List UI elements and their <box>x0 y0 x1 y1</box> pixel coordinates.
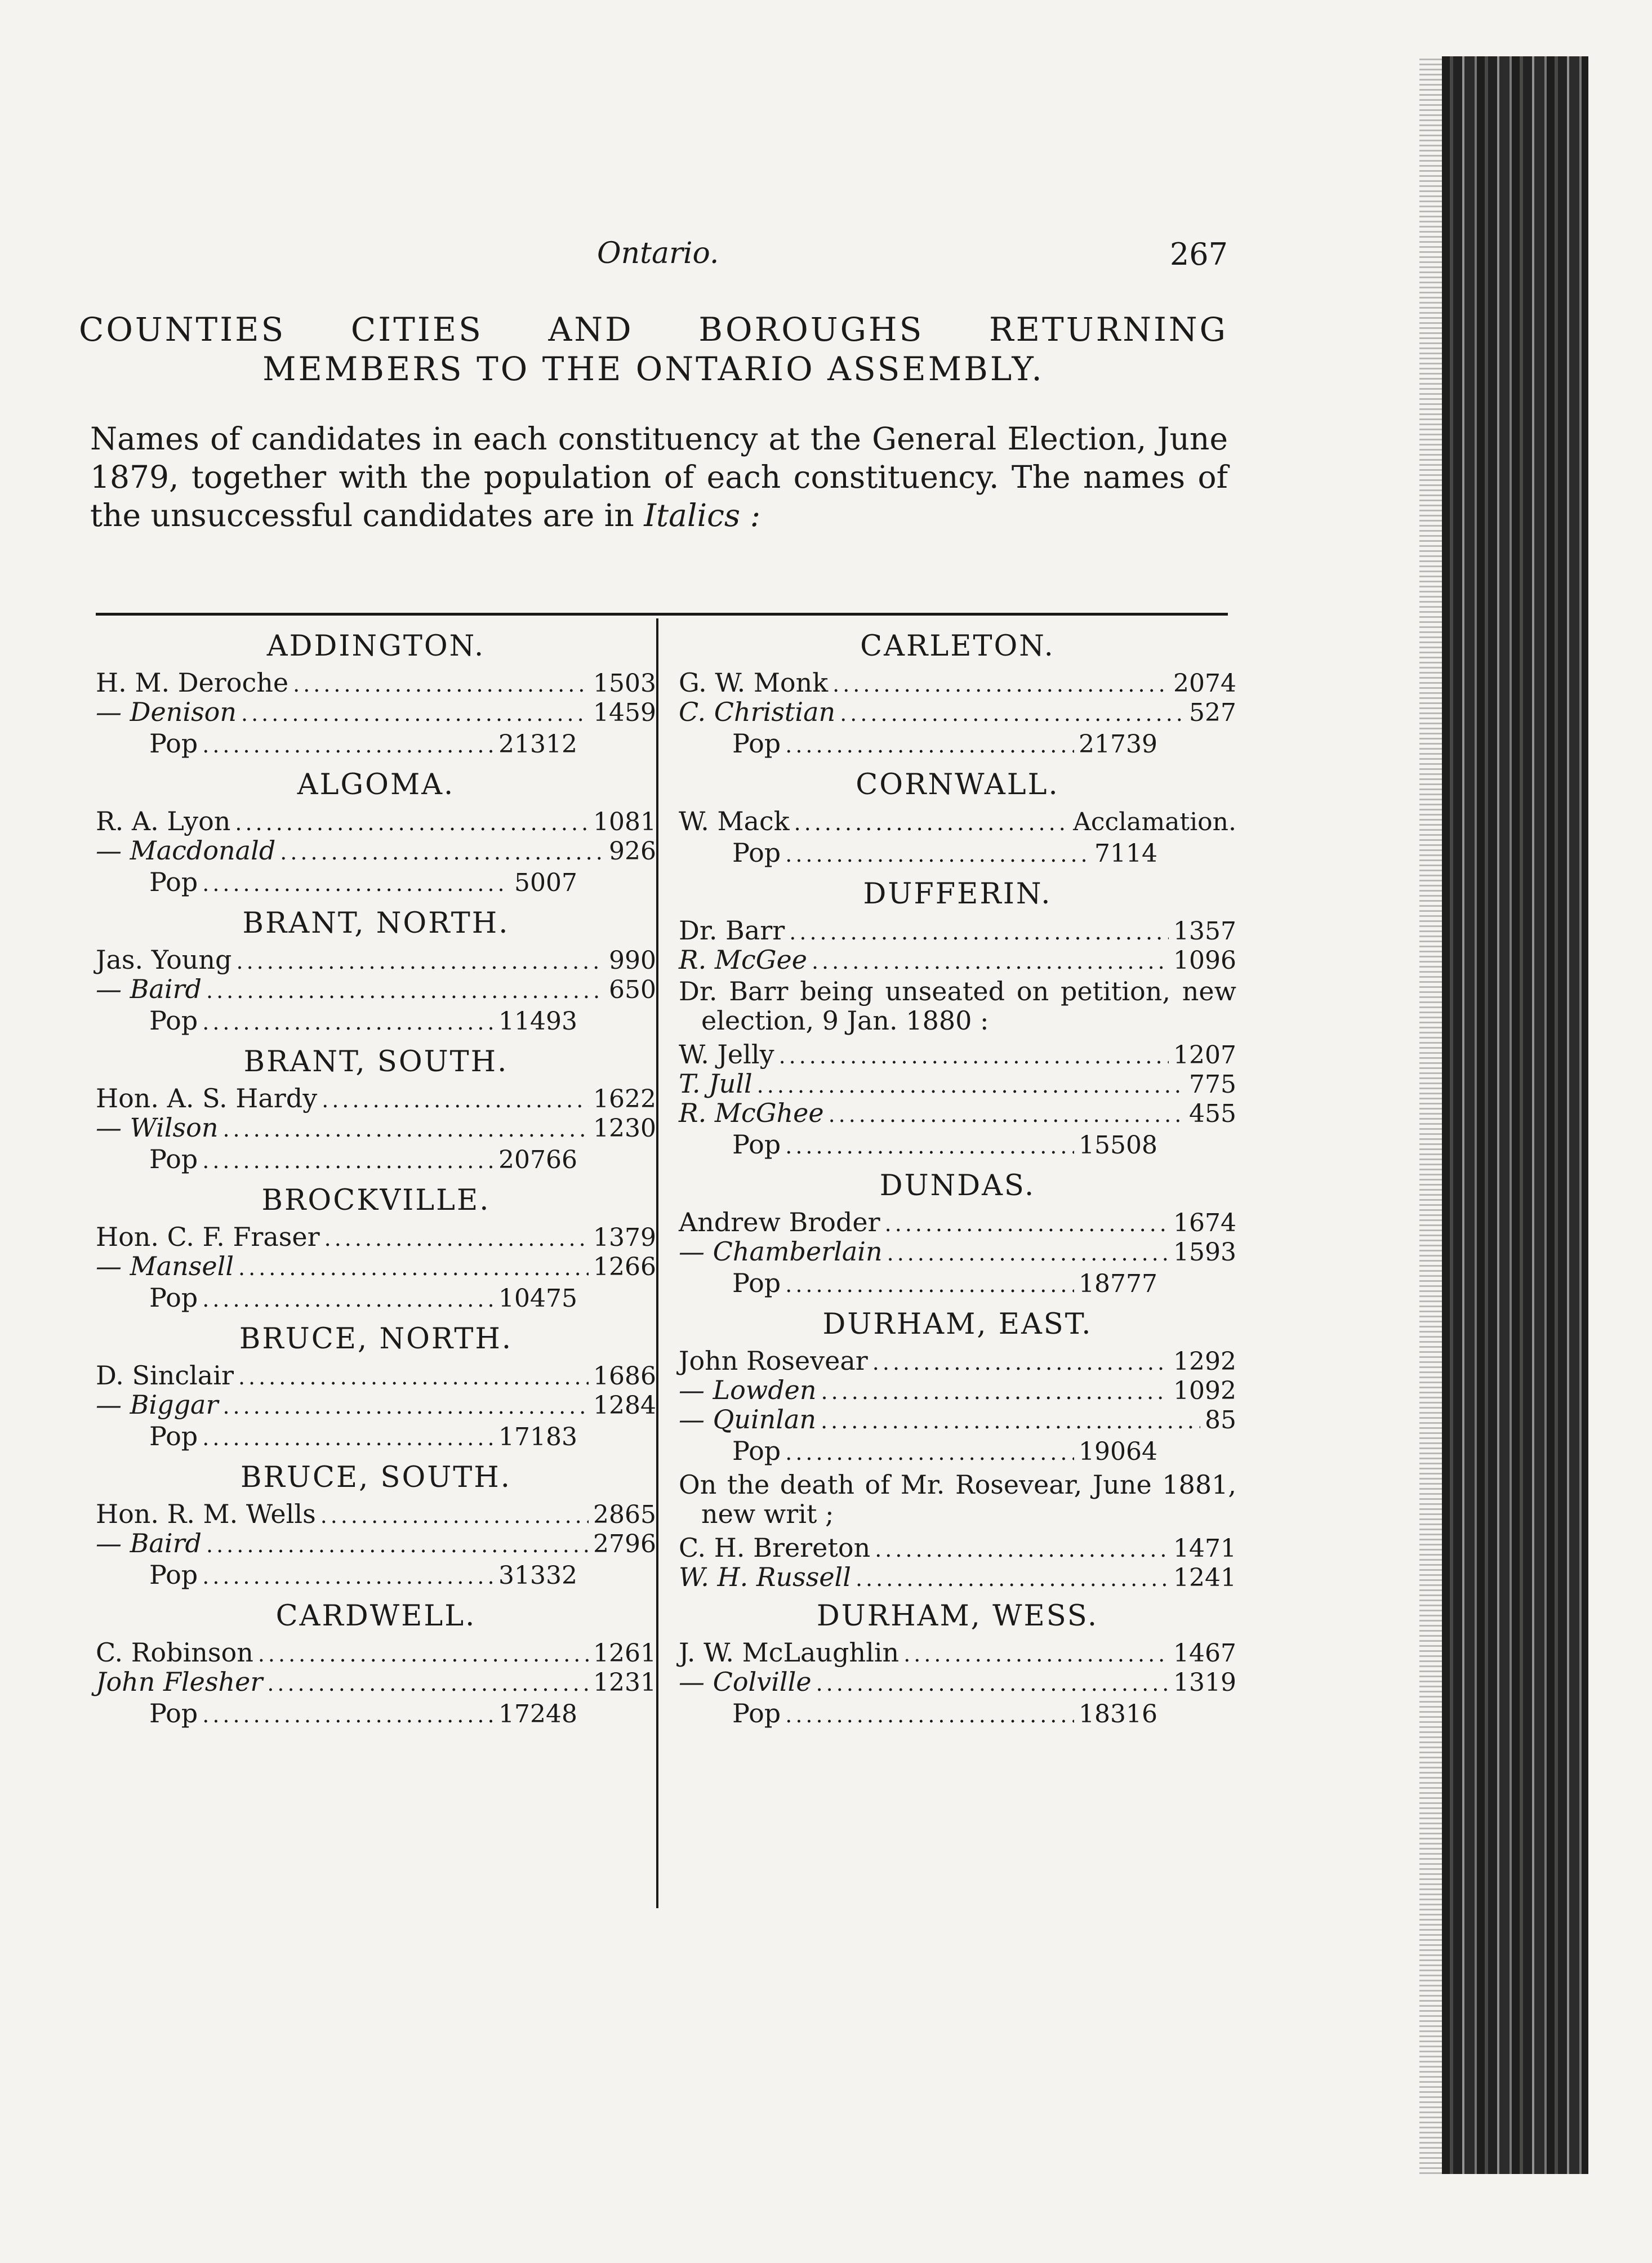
candidate-name: G. W. Monk <box>679 667 829 698</box>
population-value: 18777 <box>1079 1269 1157 1298</box>
leader-dots <box>236 947 604 976</box>
population-value: 21739 <box>1079 730 1157 759</box>
vote-count: 1357 <box>1173 917 1236 946</box>
population-row <box>96 1419 656 1453</box>
candidate-name: R. McGhee <box>679 1098 824 1128</box>
constituency-section <box>679 1303 1236 1592</box>
vote-count: 1674 <box>1173 1209 1236 1237</box>
candidate-row <box>96 1529 656 1558</box>
page-title: COUNTIES CITIES AND BOROUGHS RETURNING MEMBERS TO THE ONTARIO ASSEMBLY. <box>79 310 1228 388</box>
constituency-name: BROCKVILLE. <box>261 1184 491 1217</box>
leader-dots <box>785 1436 1074 1469</box>
leader-dots <box>785 838 1090 871</box>
candidate-row <box>679 1533 1236 1562</box>
leader-dots <box>202 1421 494 1455</box>
constituency-section <box>679 1165 1236 1300</box>
population-value: 15508 <box>1079 1131 1157 1160</box>
candidate-row <box>96 836 656 865</box>
leader-dots <box>856 1564 1169 1593</box>
candidate-row <box>96 1361 656 1390</box>
population-label: Pop <box>149 1144 198 1174</box>
candidate-name: — Chamberlain <box>679 1236 883 1267</box>
vote-count: 1207 <box>1173 1041 1236 1070</box>
population-label: Pop <box>149 1005 198 1036</box>
leader-dots <box>785 1268 1074 1302</box>
population-label: Pop <box>149 728 198 759</box>
leader-dots <box>840 699 1185 728</box>
leader-dots <box>241 699 589 728</box>
candidate-name: Hon. R. M. Wells <box>96 1499 316 1529</box>
vote-count: 1471 <box>1173 1534 1236 1563</box>
candidate-name: C. Christian <box>679 697 836 727</box>
intro-text: Names of candidates in each constituency at the General Election, June 1879, together with the population of each constituency. The names of the unsuccessful candidates are in <box>90 421 1228 533</box>
constituency-name: CORNWALL. <box>856 768 1059 801</box>
leader-dots <box>267 1669 589 1698</box>
constituency-section <box>96 902 656 1037</box>
vote-count: 1096 <box>1173 946 1236 975</box>
population-label: Pop <box>732 1436 781 1466</box>
candidate-name: John Rosevear <box>679 1346 868 1376</box>
candidate-row <box>96 945 656 974</box>
leader-dots <box>872 1348 1169 1377</box>
vote-count: 1261 <box>593 1639 656 1668</box>
leader-dots <box>821 1377 1169 1406</box>
constituency-section <box>679 764 1236 870</box>
vote-count: Acclamation. <box>1073 808 1236 836</box>
vote-count: 1081 <box>593 808 656 836</box>
leader-dots <box>875 1535 1169 1564</box>
constituency-section <box>96 1041 656 1176</box>
population-row <box>96 1281 656 1315</box>
candidate-row <box>679 1375 1236 1405</box>
candidate-name: R. McGee <box>679 945 807 975</box>
constituency-section <box>96 625 656 760</box>
candidate-name: W. Mack <box>679 806 790 836</box>
leader-dots <box>238 1362 589 1392</box>
intro-italic-word: Italics : <box>644 497 761 533</box>
vote-count: 1686 <box>593 1362 656 1391</box>
vote-count: 926 <box>609 837 656 866</box>
candidate-row <box>679 1069 1236 1098</box>
population-row <box>96 1558 656 1592</box>
constituency-section <box>679 625 1236 760</box>
candidate-name: — Wilson <box>96 1112 219 1143</box>
leader-dots <box>785 1698 1074 1732</box>
page-header <box>90 237 1228 282</box>
constituency-section <box>679 873 1236 1161</box>
section-note: On the death of Mr. Rosevear, June 1881, new writ ; <box>679 1469 1236 1529</box>
population-value: 18316 <box>1079 1700 1157 1729</box>
leader-dots <box>280 838 604 867</box>
population-row <box>679 1128 1236 1161</box>
population-value: 17248 <box>498 1700 577 1729</box>
vote-count: 2865 <box>593 1500 656 1529</box>
population-label: Pop <box>732 1268 781 1298</box>
candidate-row <box>679 1405 1236 1434</box>
candidate-name: — Colville <box>679 1667 812 1697</box>
population-label: Pop <box>149 1698 198 1729</box>
vote-count: 1092 <box>1173 1376 1236 1405</box>
leader-dots <box>779 1041 1169 1071</box>
candidate-name: John Flesher <box>96 1667 263 1697</box>
candidate-row <box>96 697 656 727</box>
candidate-name: — Denison <box>96 697 237 727</box>
leader-dots <box>320 1501 589 1530</box>
vote-count: 1622 <box>593 1085 656 1113</box>
vote-count: 1241 <box>1173 1563 1236 1592</box>
population-label: Pop <box>732 728 781 759</box>
leader-dots <box>812 947 1169 976</box>
vote-count: 455 <box>1189 1099 1236 1128</box>
candidate-row <box>96 1667 656 1696</box>
leader-dots <box>903 1640 1169 1669</box>
vote-count: 1379 <box>593 1223 656 1252</box>
candidate-name: — Lowden <box>679 1375 817 1405</box>
vote-count: 2074 <box>1173 669 1236 698</box>
leader-dots <box>202 1282 494 1316</box>
leader-dots <box>789 917 1169 947</box>
population-value: 5007 <box>514 868 577 897</box>
section-note: Dr. Barr being unseated on petition, new election, 9 Jan. 1880 : <box>679 976 1236 1036</box>
constituency-section <box>96 1595 656 1730</box>
vote-count: 1292 <box>1173 1347 1236 1376</box>
population-value: 7114 <box>1094 839 1157 868</box>
leader-dots <box>785 728 1074 762</box>
vote-count: 650 <box>609 975 656 1004</box>
candidate-name: — Macdonald <box>96 835 276 866</box>
candidate-row <box>679 668 1236 697</box>
population-value: 11493 <box>498 1007 577 1036</box>
leader-dots <box>322 1085 589 1115</box>
population-value: 20766 <box>498 1146 577 1174</box>
candidate-row <box>96 1113 656 1142</box>
population-label: Pop <box>149 1282 198 1313</box>
candidate-row <box>96 1084 656 1113</box>
vote-count: 527 <box>1189 698 1236 727</box>
book-binding-edge <box>1442 56 1588 2174</box>
population-row <box>96 1142 656 1176</box>
population-label: Pop <box>149 867 198 897</box>
constituency-name: ADDINGTON. <box>266 630 486 663</box>
population-row <box>679 1696 1236 1730</box>
leader-dots <box>238 1253 589 1282</box>
candidate-name: Jas. Young <box>96 945 232 975</box>
population-label: Pop <box>732 838 781 868</box>
vote-count: 1230 <box>593 1114 656 1143</box>
population-row <box>679 836 1236 870</box>
right-column <box>679 625 1236 1734</box>
vote-count: 1284 <box>593 1391 656 1420</box>
vote-count: 1503 <box>593 669 656 698</box>
vote-count: 775 <box>1189 1070 1236 1099</box>
vote-count: 1593 <box>1173 1238 1236 1267</box>
constituency-name: ALGOMA. <box>297 768 455 801</box>
candidate-name: W. H. Russell <box>679 1562 851 1592</box>
candidate-row <box>679 1040 1236 1069</box>
leader-dots <box>832 670 1169 699</box>
population-value: 17183 <box>498 1423 577 1451</box>
population-row <box>96 727 656 760</box>
vote-count: 1266 <box>593 1253 656 1281</box>
running-title: Ontario. <box>597 237 719 270</box>
candidate-name: — Quinlan <box>679 1404 817 1435</box>
leader-dots <box>202 867 510 901</box>
population-row <box>679 1434 1236 1468</box>
leader-dots <box>829 1100 1185 1129</box>
population-label: Pop <box>149 1421 198 1451</box>
leader-dots <box>324 1224 589 1253</box>
population-value: 10475 <box>498 1284 577 1313</box>
candidate-row <box>96 668 656 697</box>
candidate-row <box>679 1667 1236 1696</box>
constituency-name: BRUCE, NORTH. <box>239 1322 513 1356</box>
column-divider <box>656 618 658 1908</box>
population-label: Pop <box>732 1129 781 1160</box>
candidate-row <box>679 807 1236 836</box>
leader-dots <box>757 1071 1185 1100</box>
candidate-row <box>96 1390 656 1419</box>
constituency-name: DUNDAS. <box>879 1169 1036 1202</box>
candidate-row <box>96 1499 656 1529</box>
population-value: 31332 <box>498 1561 577 1590</box>
leader-dots <box>293 670 589 699</box>
leader-dots <box>885 1209 1169 1239</box>
candidate-name: D. Sinclair <box>96 1360 234 1391</box>
leader-dots <box>202 1144 494 1178</box>
left-column <box>96 625 656 1734</box>
constituency-name: BRANT, NORTH. <box>242 907 510 940</box>
candidate-name: — Mansell <box>96 1251 234 1281</box>
vote-count: 1467 <box>1173 1639 1236 1668</box>
candidate-name: H. M. Deroche <box>96 667 289 698</box>
leader-dots <box>206 1530 589 1560</box>
population-row <box>679 727 1236 760</box>
leader-dots <box>258 1640 589 1669</box>
candidate-row <box>679 1562 1236 1592</box>
population-row <box>96 1696 656 1730</box>
vote-count: 85 <box>1205 1406 1236 1435</box>
constituency-name: CARLETON. <box>860 630 1055 663</box>
vote-count: 2796 <box>593 1530 656 1558</box>
leader-dots <box>821 1406 1200 1436</box>
constituency-section <box>96 1456 656 1592</box>
candidate-row <box>679 1638 1236 1667</box>
population-row <box>679 1266 1236 1300</box>
candidate-row <box>96 1638 656 1667</box>
vote-count: 1319 <box>1173 1668 1236 1697</box>
table-top-rule <box>96 613 1228 616</box>
leader-dots <box>202 728 494 762</box>
candidate-row <box>679 916 1236 945</box>
leader-dots <box>222 1392 589 1421</box>
leader-dots <box>202 1560 494 1593</box>
leader-dots <box>235 808 589 838</box>
leader-dots <box>206 976 604 1005</box>
candidate-name: W. Jelly <box>679 1039 774 1070</box>
candidate-name: — Baird <box>96 974 202 1004</box>
constituency-name: DUFFERIN. <box>863 877 1052 911</box>
constituency-name: DURHAM, WESS. <box>816 1600 1099 1633</box>
candidate-name: Hon. A. S. Hardy <box>96 1083 318 1113</box>
candidate-row <box>679 1346 1236 1375</box>
vote-count: 1459 <box>593 698 656 727</box>
candidate-name: J. W. McLaughlin <box>679 1637 900 1668</box>
candidate-name: Dr. Barr <box>679 915 785 946</box>
candidate-row <box>679 1098 1236 1128</box>
leader-dots <box>202 1698 494 1732</box>
candidate-name: — Biggar <box>96 1389 219 1420</box>
candidate-name: T. Jull <box>679 1068 752 1099</box>
intro-paragraph <box>90 420 1228 534</box>
candidate-row <box>679 1237 1236 1266</box>
leader-dots <box>794 808 1068 838</box>
candidate-row <box>679 1208 1236 1237</box>
population-label: Pop <box>732 1698 781 1729</box>
constituency-name: BRUCE, SOUTH. <box>241 1461 511 1494</box>
constituency-section <box>96 1179 656 1315</box>
leader-dots <box>887 1239 1169 1268</box>
constituency-name: CARDWELL. <box>275 1600 477 1633</box>
constituency-section <box>679 1595 1236 1730</box>
leader-dots <box>202 1005 494 1039</box>
vote-count: 1231 <box>593 1668 656 1697</box>
leader-dots <box>816 1669 1169 1698</box>
vote-count: 990 <box>609 946 656 975</box>
page-number: 267 <box>1169 237 1228 272</box>
population-row <box>96 1004 656 1037</box>
population-value: 19064 <box>1079 1437 1157 1466</box>
constituency-name: DURHAM, EAST. <box>822 1308 1093 1341</box>
constituency-section <box>96 1318 656 1453</box>
candidate-name: Hon. C. F. Fraser <box>96 1222 320 1252</box>
candidate-row <box>96 807 656 836</box>
constituency-name: BRANT, SOUTH. <box>243 1045 509 1079</box>
candidate-name: C. H. Brereton <box>679 1533 871 1563</box>
candidate-row <box>679 697 1236 727</box>
leader-dots <box>222 1115 589 1144</box>
population-value: 21312 <box>498 730 577 759</box>
population-label: Pop <box>149 1560 198 1590</box>
candidate-name: — Baird <box>96 1528 202 1558</box>
candidate-name: Andrew Broder <box>679 1207 880 1237</box>
candidate-row <box>96 1251 656 1281</box>
constituency-section <box>96 764 656 899</box>
candidate-row <box>679 945 1236 974</box>
leader-dots <box>785 1129 1074 1163</box>
candidate-name: C. Robinson <box>96 1637 253 1668</box>
candidate-name: R. A. Lyon <box>96 806 231 836</box>
population-row <box>96 865 656 899</box>
candidate-row <box>96 1222 656 1251</box>
candidate-row <box>96 974 656 1004</box>
